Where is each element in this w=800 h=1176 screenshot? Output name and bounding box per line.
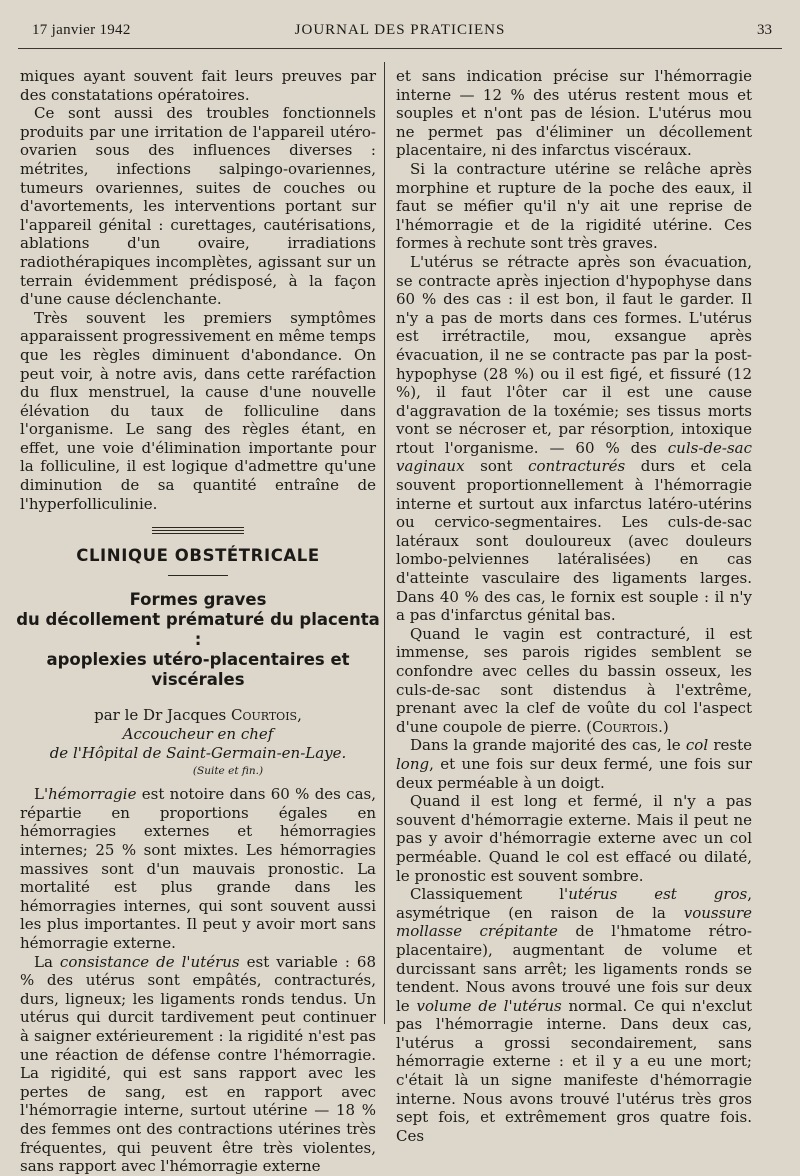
paragraph: Quand il est long et fermé, il n'y a pas souvent d'hémorragie externe. Mais il peut ne pas y avoir d'hémorragie externe avec un col perméable. Quand le col est effacé ou dilaté, le pronostic est souvent sombre. — [396, 792, 752, 885]
paragraph: Si la contracture utérine se relâche après morphine et rupture de la poche des eaux, il faut se méfier qu'il n'y ait une reprise de l'hémorragie et de la rigidité utérine. Ces formes à rechute sont très graves. — [396, 159, 752, 253]
paragraph: Classiquement l'utérus est gros, asymétrique (en raison de la voussure mollasse crépitante de l'hmatome rétro-placentaire), augmentant de volume et durcissant sans arrêt; les ligaments ronds se tendent. Nous avons trouvé une fois sur deux le volume de l'utérus normal. Ce qui n'exclut pas l'hémorragie interne. Dans deux cas, l'utérus a grossi secondairement, sans hémorragie externe : et il y a eu une mort; c'était là un signe manifeste d'hémorragie interne. Nous avons trouvé l'utérus très gros sept fois, et extrêmement gros quatre fois. Ces — [396, 885, 753, 1145]
paragraph: et sans indication précise sur l'hémorragie interne — 12 % des utérus restent mous et souples et n'ont pas de lésion. L'utérus mou ne permet pas d'éliminer un décollement placentaire, ni des infarctus viscéraux. — [396, 67, 752, 160]
article-title-line: apoplexies utéro-placentaires et viscérales — [46, 650, 350, 690]
title-rule — [168, 575, 228, 576]
section-title: CLINIQUE OBSTÉTRICALE — [76, 546, 320, 566]
column-divider — [384, 62, 385, 1024]
section-separator — [152, 527, 244, 534]
author-byline: par le Dr Jacques Courtois, — [94, 706, 302, 725]
author-affiliation: Accoucheur en chef — [122, 725, 274, 744]
header-page-number: 33 — [757, 22, 772, 38]
left-column — [16, 67, 380, 1176]
author-name: Courtois — [230, 706, 298, 725]
paragraph: Ce sont aussi des troubles fonctionnels produits par une irritation de l'appareil utéro-ovarien sous des influences diverses : métrites, infections salpingo-ovariennes, tumeurs ovariennes, suites de couches ou d'avortements, les interventions portant sur l'appareil génital : curettages, cautérisations, ablations d'un ovaire, irradiations radiothérapiques incomplètes, agissant sur un terrain évidemment prédisposé, à la façon d'une cause déclenchante. — [20, 104, 376, 309]
paragraph: Très souvent les premiers symptômes apparaissent progressivement en même temps que les règles diminuent d'abondance. On peut voir, à notre avis, dans cette raréfaction du flux menstruel, la cause d'une nouvelle élévation du taux de folliculine dans l'organisme. Le sang des règles étant, en effet, une voie d'élimination importante pour la folliculine, il est logique d'admettre qu'une diminution de sa quantité entraîne de l'hyperfolliculinie. — [20, 308, 376, 513]
right-column — [396, 67, 752, 1145]
article-title-line: du décollement prématuré du placenta : — [16, 610, 380, 650]
header-journal-title: JOURNAL DES PRATICIENS — [294, 22, 506, 38]
paragraph: L'utérus se rétracte après son évacuation, se contracte après injection d'hypophyse dans 60 % des cas : il est bon, il faut le garder. Il n'y a pas de morts dans ces formes. L'utérus est irrétractile, mou, exsangue après évacuation, il ne se contracte pas par la post-hypophyse (28 %) ou il est figé, et fissuré (12 %), il faut l'ôter car il est une cause d'aggravation de la toxémie; ses tissus morts vont se nécroser et, par résorption, intoxique rtout l'organisme. — 60 % des culs-de-sac vaginaux sont contracturés durs et cela souvent proportionnellement à l'hémorragie interne et surtout aux infarctus latéro-utérins ou cervico-segmentaires. Les culs-de-sac latéraux sont douloureux (avec douleurs lombo-pelviennes latéralisées) en cas d'atteinte vasculaire des ligaments larges. Dans 40 % des cas, le fornix est souple : il n'y a pas d'infarctus génital bas. — [396, 252, 752, 625]
paragraph: La consistance de l'utérus est variable : 68 % des utérus sont empâtés, contracturés, durs, ligneux; les ligaments ronds tendus. Un utérus qui durcit tardivement peut continuer à saigner extérieurement : la rigidité n'est pas une réaction de défense contre l'hémorragie. La rigidité, qui est sans rapport avec les pertes de sang, est en rapport avec l'hémorragie interne, surtout utérine — 18 % des femmes ont des contractions utérines très fréquentes, qui peuvent être très violentes, sans rapport avec l'hémorragie externe — [20, 952, 376, 1176]
article-title — [12, 590, 384, 690]
paragraph: Quand le vagin est contracturé, il est immense, ses parois rigides semblent se confondre avec celles du bassin osseux, les culs-de-sac sont distendus à l'extrême, prenant avec la clef de voûte du col l'aspect d'une coupole de pierre. (Courtois.) — [396, 624, 752, 736]
continuation-note: (Suite et fin.) — [192, 765, 264, 778]
paragraph: miques ayant souvent fait leurs preuves par des constatations opératoires. — [20, 67, 376, 104]
article-title-line: Formes graves — [129, 590, 267, 610]
header-date: 17 janvier 1942 — [32, 22, 131, 38]
paragraph: Dans la grande majorité des cas, le col reste long, et une fois sur deux fermé, une fois sur deux perméable à un doigt. — [396, 736, 752, 792]
paragraph: L'hémorragie est notoire dans 60 % des cas, répartie en proportions égales en hémorragies externes et hémorragies internes; 25 % sont mixtes. Les hémorragies massives sont d'un mauvais pronostic. La mortalité est plus grande dans les hémorragies internes, qui sont souvent aussi les plus importantes. Il peut y avoir mort sans hémorragie externe. — [20, 785, 376, 952]
running-header — [18, 18, 782, 49]
author-affiliation: de l'Hôpital de Saint-Germain-en-Laye. — [49, 744, 347, 763]
